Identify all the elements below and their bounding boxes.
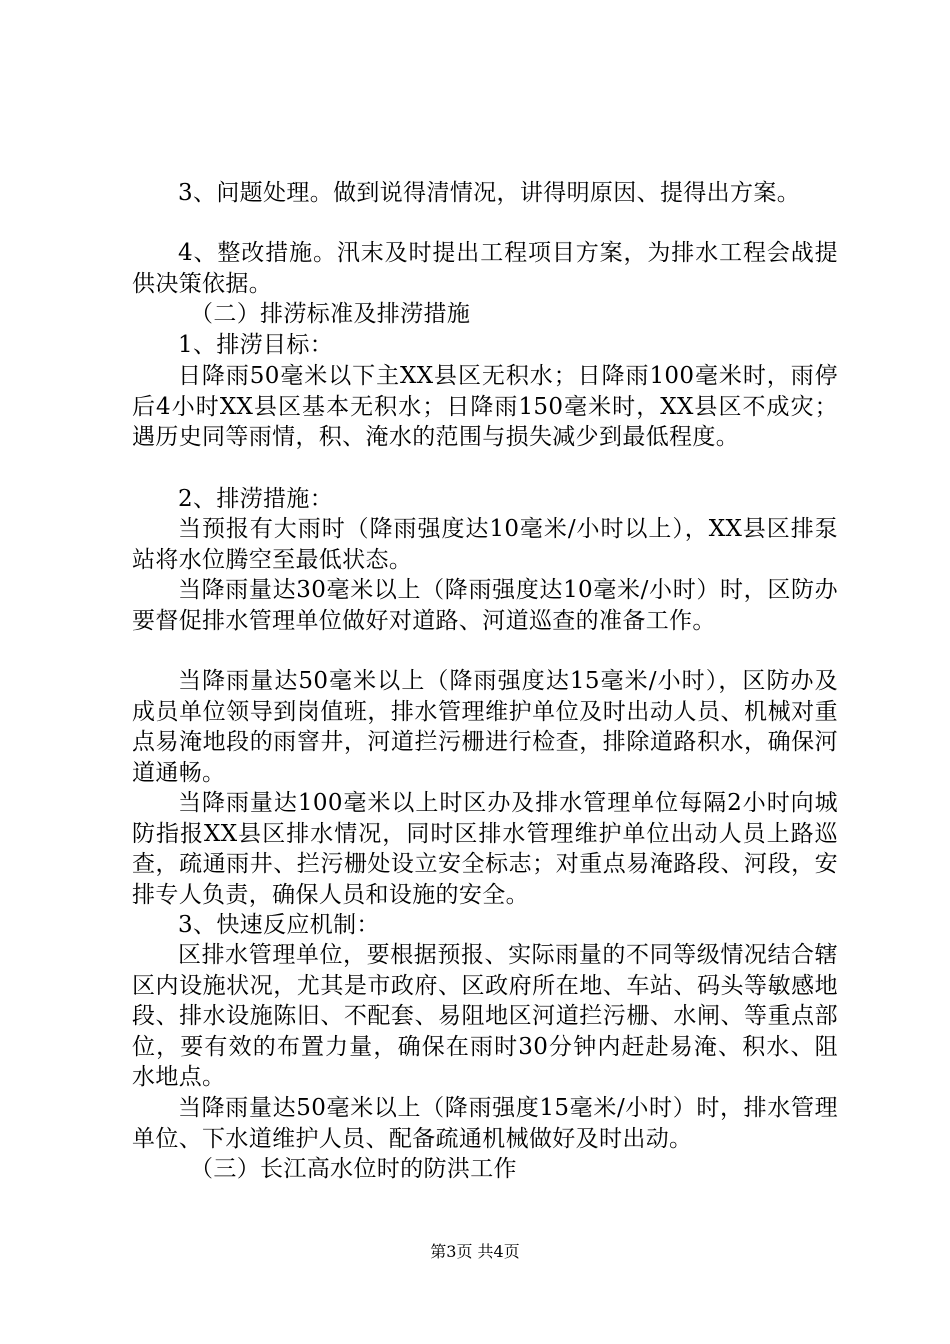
paragraph-rectification: 4、整改措施。汛末及时提出工程项目方案，为排水工程会战提供决策依据。 <box>132 240 838 297</box>
section-heading-drainage: （二）排涝标准及排涝措施 <box>190 301 471 327</box>
paragraph-drainage-goal: 日降雨50毫米以下主XX县区无积水；日降雨100毫米时，雨停后4小时XX县区基本无积水；日降雨150毫米时，XX县区不成灾；遇历史同等雨情，积、淹水的范围与损失减少到最低程度。 <box>132 363 838 450</box>
section-heading-flood-control: （三）长江高水位时的防洪工作 <box>190 1156 517 1182</box>
paragraph-problem-handling: 3、问题处理。做到说得清情况，讲得明原因、提得出方案。 <box>178 180 801 206</box>
paragraph-rain-50mm: 当降雨量达50毫米以上（降雨强度达15毫米/小时），区防办及成员单位领导到岗值班，排水管理维护单位及时出动人员、机械对重点易淹地段的雨窨井，河道拦污栅进行检查，排除道路积水，确保河道通畅。 <box>132 668 838 786</box>
paragraph-rain-50mm-dispatch: 当降雨量达50毫米以上（降雨强度15毫米/小时）时，排水管理单位、下水道维护人员、配备疏通机械做好及时出动。 <box>132 1095 838 1152</box>
subheading-drainage-goal: 1、排涝目标： <box>178 332 334 358</box>
paragraph-rapid-response: 区排水管理单位，要根据预报、实际雨量的不同等级情况结合辖区内设施状况，尤其是市政府、区政府所在地、车站、码头等敏感地段、排水设施陈旧、不配套、易阻地区河道拦污栅、水闸、等重点部位，要有效的布置力量，确保在雨时30分钟内赶赴易淹、积水、阻水地点。 <box>132 942 838 1090</box>
paragraph-rain-100mm: 当降雨量达100毫米以上时区办及排水管理单位每隔2小时向城防指报XX县区排水情况，同时区排水管理维护单位出动人员上路巡查，疏通雨井、拦污栅处设立安全标志；对重点易淹路段、河段，安排专人负责，确保人员和设施的安全。 <box>132 790 838 908</box>
subheading-drainage-measures: 2、排涝措施： <box>178 486 334 512</box>
paragraph-heavy-rain-forecast: 当预报有大雨时（降雨强度达10毫米/小时以上），XX县区排泵站将水位腾空至最低状态。 <box>132 516 838 573</box>
page-number-footer: 第3页 共4页 <box>430 1242 520 1261</box>
subheading-rapid-response: 3、快速反应机制： <box>178 912 380 938</box>
paragraph-rain-30mm: 当降雨量达30毫米以上（降雨强度达10毫米/小时）时，区防办要督促排水管理单位做好对道路、河道巡查的准备工作。 <box>132 577 838 634</box>
